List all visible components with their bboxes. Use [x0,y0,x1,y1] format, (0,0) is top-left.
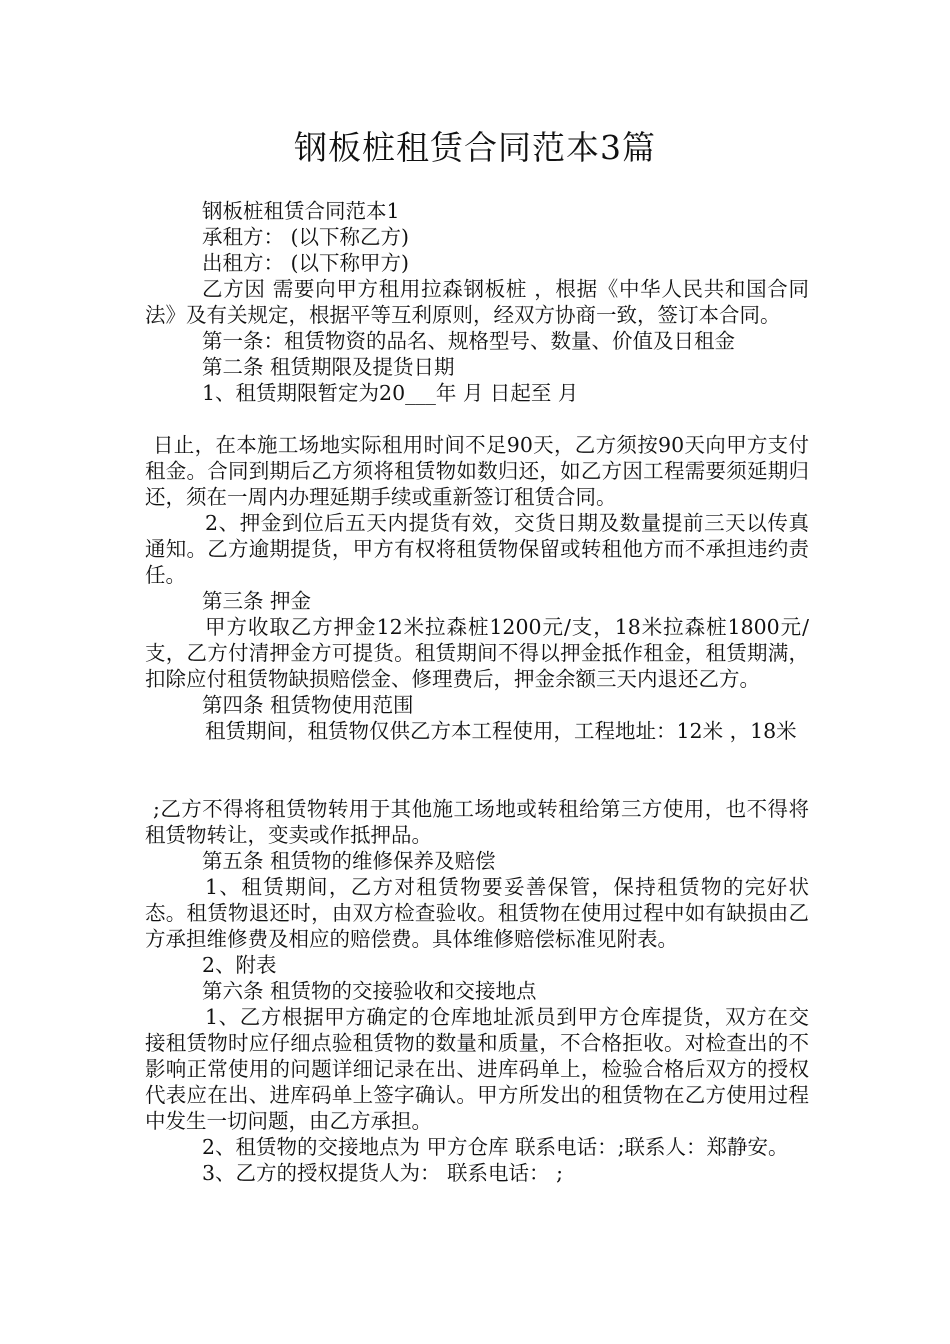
article-1-heading: 第一条：租赁物资的品名、规格型号、数量、价值及日租金 [202,329,735,353]
article-4-body: 租赁期间，租赁物仅供乙方本工程使用，工程地址：12米 ，18米 [205,719,797,743]
article-6-clause-1: 1、乙方根据甲方确定的仓库地址派员到甲方仓库提货，双方在交接租赁物时应仔细点验租赁物的数量和质量，不合格拒收。对检查出的不影响正常使用的问题详细记录在出、进库码单上，检验合格后双方的授权代表应在出、进库码单上签字确认。甲方所发出的租赁物在乙方使用过程中发生一切问题，由乙方承担。 [145,1005,809,1133]
article-6-clause-3: 3、乙方的授权提货人为： 联系电话： ; [202,1161,563,1185]
article-2-heading: 第二条 租赁期限及提货日期 [202,355,455,379]
article-6-clause-2: 2、租赁物的交接地点为 甲方仓库 联系电话：;联系人：郑静安。 [202,1135,789,1159]
blank-line [145,406,809,432]
article-5-clause-1: 1、租赁期间，乙方对租赁物要妥善保管，保持租赁物的完好状态。租赁物退还时，由双方检查验收。租赁物在使用过程中如有缺损由乙方承担维修费及相应的赔偿费。具体维修赔偿标准见附表。 [145,875,809,951]
lessor-line: 出租方： (以下称甲方) [202,251,410,275]
article-4-body-continued: ;乙方不得将租赁物转用于其他施工场地或转租给第三方使用，也不得将租赁物转让，变卖或作抵押品。 [145,797,809,847]
article-4-heading: 第四条 租赁物使用范围 [202,693,414,717]
article-6-heading: 第六条 租赁物的交接验收和交接地点 [202,979,537,1003]
article-3-heading: 第三条 押金 [202,589,312,613]
document-body [145,198,809,1186]
article-2-clause-2: 2、押金到位后五天内提货有效，交货日期及数量提前三天以传真通知。乙方逾期提货，甲方有权将租赁物保留或转租他方而不承担违约责任。 [145,511,809,587]
lessee-line: 承租方： (以下称乙方) [202,225,410,249]
article-5-heading: 第五条 租赁物的维修保养及赔偿 [202,849,496,873]
article-3-body: 甲方收取乙方押金12米拉森桩1200元/支，18米拉森桩1800元/支，乙方付清押金方可提货。租赁期间不得以押金抵作租金，租赁期满，扣除应付租赁物缺损赔偿金、修理费后，押金余额三天内退还乙方。 [145,615,809,691]
document-title: 钢板桩租赁合同范本3篇 [294,128,656,167]
article-5-clause-2: 2、附表 [202,953,277,977]
contract-subtitle: 钢板桩租赁合同范本1 [202,199,400,223]
preamble-paragraph: 乙方因 需要向甲方租用拉森钢板桩 ，根据《中华人民共和国合同法》及有关规定，根据平等互利原则，经双方协商一致，签订本合同。 [145,277,809,327]
article-2-clause-1: 1、租赁期限暂定为20___年 月 日起至 月 [202,381,579,405]
blank-line [145,744,809,770]
blank-line [145,770,809,796]
article-2-clause-1-continued: 日止，在本施工场地实际租用时间不足90天，乙方须按90天向甲方支付租金。合同到期后乙方须将租赁物如数归还，如乙方因工程需要须延期归还，须在一周内办理延期手续或重新签订租赁合同。 [145,433,809,509]
